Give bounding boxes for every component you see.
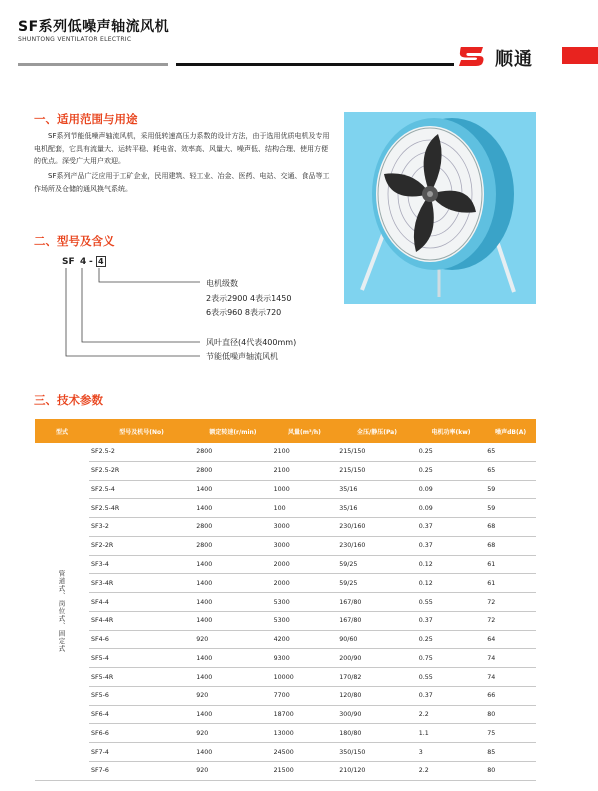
usage-paragraph-2: SF系列产品广泛应用于工矿企业，民用建筑、轻工业、冶金、医药、电站、交通、食品等工作场所及仓储的通风换气系统。 — [34, 172, 330, 193]
cell-power: 0.09 — [417, 499, 486, 518]
cell-model: SF2.5-2 — [89, 443, 194, 461]
cell-noise: 80 — [485, 762, 536, 781]
cell-speed: 1400 — [194, 593, 271, 612]
usage-paragraph-1: SF系列节能低噪声轴流风机，采用低转速高压力系数的设计方法，由于选用优质电机及专用电机配套，它具有流量大、运转平稳、耗电省、效率高、风量大、噪声低、结构合理、使用方便的优点。深受广大用户欢迎。 — [34, 132, 330, 165]
brand-red-block — [562, 47, 598, 64]
table-row — [35, 461, 536, 480]
cell-pressure: 120/80 — [337, 686, 417, 705]
model-code-diameter: 4 — [80, 257, 87, 267]
cell-airflow: 13000 — [272, 724, 338, 743]
cell-power: 0.37 — [417, 686, 486, 705]
header-rule-black — [176, 63, 454, 66]
cell-noise: 65 — [485, 443, 536, 461]
cell-noise: 61 — [485, 574, 536, 593]
cell-model: SF4-4R — [89, 611, 194, 630]
table-row — [35, 705, 536, 724]
cell-noise: 59 — [485, 499, 536, 518]
brand-name: 顺通 — [495, 49, 533, 70]
table-row — [35, 499, 536, 518]
table-row — [35, 593, 536, 612]
cell-noise: 72 — [485, 593, 536, 612]
cell-airflow: 24500 — [272, 743, 338, 762]
spec-table-header — [35, 419, 536, 443]
cell-noise: 72 — [485, 611, 536, 630]
cell-model: SF5-4R — [89, 668, 194, 687]
model-code-poles-wrap — [96, 257, 106, 267]
cell-noise: 64 — [485, 630, 536, 649]
cell-speed: 1400 — [194, 611, 271, 630]
col-header-power: 电机功率(kw) — [417, 419, 486, 443]
cell-speed: 2800 — [194, 461, 271, 480]
cell-speed: 920 — [194, 630, 271, 649]
cell-power: 2.2 — [417, 705, 486, 724]
cell-speed: 1400 — [194, 574, 271, 593]
cell-speed: 920 — [194, 686, 271, 705]
col-header-pressure: 全压/静压(Pa) — [337, 419, 417, 443]
cell-noise: 80 — [485, 705, 536, 724]
cell-airflow: 10000 — [272, 668, 338, 687]
spec-table-body — [35, 443, 536, 780]
annotation-diameter: 风叶直径(4代表400mm) — [206, 338, 297, 347]
annotation-poles-line1: 2表示2900 4表示1450 — [206, 294, 292, 303]
cell-pressure: 210/120 — [337, 762, 417, 781]
cell-model: SF5-4 — [89, 649, 194, 668]
cell-model: SF4-4 — [89, 593, 194, 612]
cell-airflow: 21500 — [272, 762, 338, 781]
cell-noise: 66 — [485, 686, 536, 705]
cell-pressure: 350/150 — [337, 743, 417, 762]
table-row — [35, 555, 536, 574]
cell-pressure: 35/16 — [337, 499, 417, 518]
cell-pressure: 59/25 — [337, 574, 417, 593]
section-title-usage: 一、适用范围与用途 — [34, 112, 138, 126]
cell-model: SF2-2R — [89, 536, 194, 555]
cell-speed: 2800 — [194, 536, 271, 555]
cell-noise: 74 — [485, 649, 536, 668]
fan-product-image — [344, 112, 536, 304]
cell-pressure: 300/90 — [337, 705, 417, 724]
cell-speed: 1400 — [194, 743, 271, 762]
cell-pressure: 59/25 — [337, 555, 417, 574]
cell-speed: 1400 — [194, 705, 271, 724]
col-header-model: 型号及机号(No) — [89, 419, 194, 443]
cell-model: SF7-4 — [89, 743, 194, 762]
cell-power: 2.2 — [417, 762, 486, 781]
table-row — [35, 611, 536, 630]
cell-speed: 1400 — [194, 555, 271, 574]
cell-power: 0.55 — [417, 668, 486, 687]
cell-pressure: 167/80 — [337, 593, 417, 612]
brand-mark-icon — [457, 45, 487, 67]
cell-pressure: 200/90 — [337, 649, 417, 668]
col-header-type: 型式 — [35, 419, 89, 443]
cell-model: SF2.5-4 — [89, 480, 194, 499]
cell-pressure: 230/160 — [337, 536, 417, 555]
table-row — [35, 480, 536, 499]
cell-model: SF2.5-2R — [89, 461, 194, 480]
type-cell — [35, 443, 89, 780]
cell-model: SF3-2 — [89, 518, 194, 537]
cell-airflow: 3000 — [272, 518, 338, 537]
col-header-airflow: 风量(m³/h) — [272, 419, 338, 443]
table-row — [35, 743, 536, 762]
section-title-specs: 三、技术参数 — [34, 393, 103, 407]
cell-model: SF6-4 — [89, 705, 194, 724]
cell-model: SF3-4R — [89, 574, 194, 593]
cell-pressure: 215/150 — [337, 443, 417, 461]
cell-model: SF4-6 — [89, 630, 194, 649]
cell-noise: 85 — [485, 743, 536, 762]
type-label: 管道式、岗位式、固定式 — [57, 570, 66, 653]
cell-noise: 74 — [485, 668, 536, 687]
cell-pressure: 180/80 — [337, 724, 417, 743]
table-row — [35, 762, 536, 781]
cell-noise: 75 — [485, 724, 536, 743]
cell-power: 1.1 — [417, 724, 486, 743]
cell-airflow: 2100 — [272, 443, 338, 461]
cell-power: 0.09 — [417, 480, 486, 499]
cell-power: 0.12 — [417, 555, 486, 574]
section-title-model: 二、型号及含义 — [34, 234, 115, 248]
cell-speed: 2800 — [194, 518, 271, 537]
col-header-speed: 额定转速(r/min) — [194, 419, 271, 443]
cell-power: 3 — [417, 743, 486, 762]
cell-noise: 59 — [485, 480, 536, 499]
cell-airflow: 5300 — [272, 593, 338, 612]
cell-airflow: 100 — [272, 499, 338, 518]
cell-airflow: 2000 — [272, 574, 338, 593]
cell-airflow: 3000 — [272, 536, 338, 555]
table-row — [35, 443, 536, 461]
cell-airflow: 2000 — [272, 555, 338, 574]
cell-power: 0.25 — [417, 630, 486, 649]
cell-power: 0.25 — [417, 443, 486, 461]
cell-power: 0.55 — [417, 593, 486, 612]
table-row — [35, 574, 536, 593]
cell-power: 0.37 — [417, 536, 486, 555]
header-rule-gray — [18, 63, 168, 66]
cell-airflow: 7700 — [272, 686, 338, 705]
cell-power: 0.37 — [417, 611, 486, 630]
annotation-poles-label: 电机级数 — [206, 279, 238, 288]
cell-airflow: 1000 — [272, 480, 338, 499]
cell-noise: 68 — [485, 536, 536, 555]
cell-speed: 1400 — [194, 668, 271, 687]
table-row — [35, 630, 536, 649]
cell-speed: 1400 — [194, 499, 271, 518]
cell-pressure: 167/80 — [337, 611, 417, 630]
cell-model: SF6-6 — [89, 724, 194, 743]
cell-model: SF3-4 — [89, 555, 194, 574]
model-code-poles: 4 — [98, 257, 104, 266]
cell-airflow: 9300 — [272, 649, 338, 668]
cell-airflow: 4200 — [272, 630, 338, 649]
model-code-dash: - — [89, 257, 93, 267]
cell-power: 0.75 — [417, 649, 486, 668]
cell-noise: 68 — [485, 518, 536, 537]
cell-model: SF7-6 — [89, 762, 194, 781]
cell-model: SF5-6 — [89, 686, 194, 705]
table-row — [35, 686, 536, 705]
model-code-prefix: SF — [62, 257, 75, 267]
cell-speed: 920 — [194, 762, 271, 781]
cell-pressure: 35/16 — [337, 480, 417, 499]
cell-power: 0.25 — [417, 461, 486, 480]
table-row — [35, 724, 536, 743]
cell-speed: 1400 — [194, 649, 271, 668]
cell-noise: 61 — [485, 555, 536, 574]
page-title: SF系列低噪声轴流风机 — [18, 19, 170, 35]
cell-pressure: 230/160 — [337, 518, 417, 537]
company-subtitle: SHUNTONG VENTILATOR ELECTRIC — [18, 36, 132, 43]
cell-airflow: 2100 — [272, 461, 338, 480]
annotation-series: 节能低噪声轴流风机 — [206, 352, 278, 361]
cell-speed: 920 — [194, 724, 271, 743]
cell-noise: 65 — [485, 461, 536, 480]
cell-power: 0.37 — [417, 518, 486, 537]
table-row — [35, 518, 536, 537]
table-row — [35, 536, 536, 555]
cell-airflow: 5300 — [272, 611, 338, 630]
table-row — [35, 668, 536, 687]
cell-pressure: 170/82 — [337, 668, 417, 687]
spec-table — [35, 419, 536, 781]
cell-airflow: 18700 — [272, 705, 338, 724]
cell-power: 0.12 — [417, 574, 486, 593]
cell-pressure: 90/60 — [337, 630, 417, 649]
cell-model: SF2.5-4R — [89, 499, 194, 518]
table-row — [35, 649, 536, 668]
cell-pressure: 215/150 — [337, 461, 417, 480]
cell-speed: 1400 — [194, 480, 271, 499]
cell-speed: 2800 — [194, 443, 271, 461]
col-header-noise: 噪声dB(A) — [485, 419, 536, 443]
annotation-poles-line2: 6表示960 8表示720 — [206, 308, 282, 317]
